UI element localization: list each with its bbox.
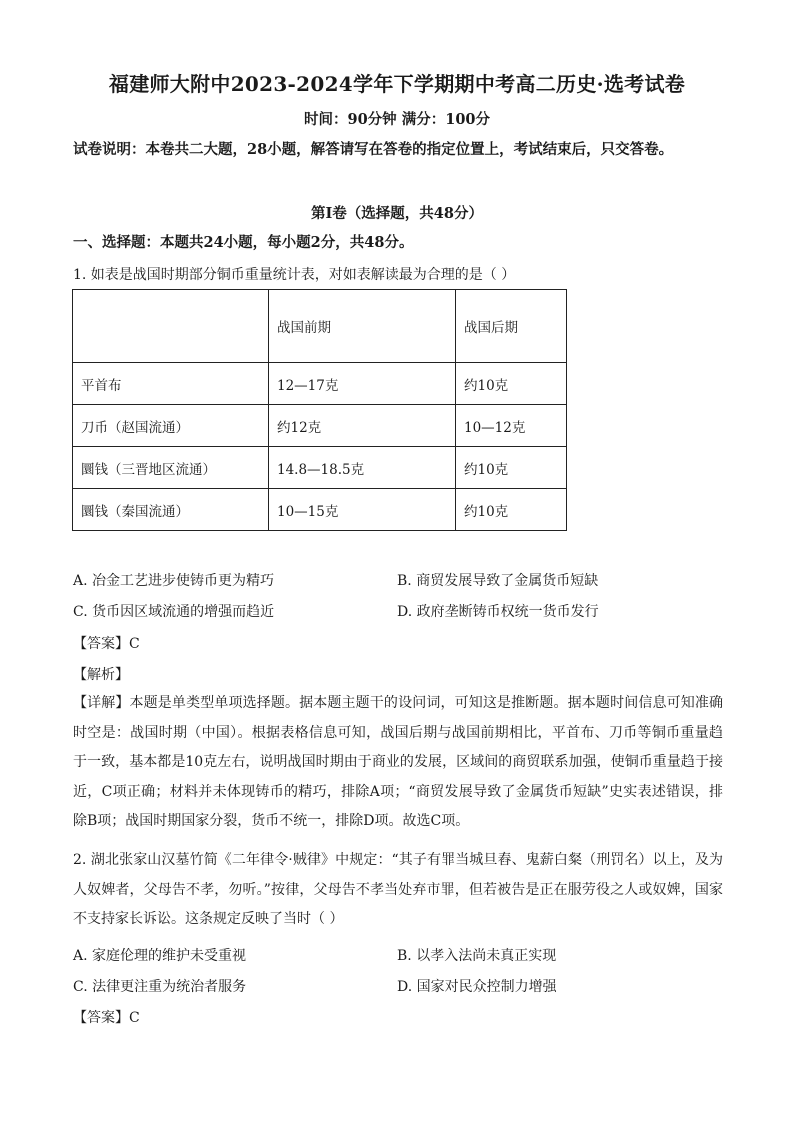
q2-answer: 【答案】C bbox=[73, 1010, 140, 1026]
copper-coin-table bbox=[72, 289, 567, 531]
table-cell: 10—12克 bbox=[456, 405, 567, 447]
table-header-cell: 战国前期 bbox=[269, 290, 456, 363]
table-cell: 圜钱（秦国流通） bbox=[73, 489, 269, 531]
q2-option-b: B. 以孝入法尚未真正实现 bbox=[397, 948, 557, 964]
table-row bbox=[73, 447, 567, 489]
table-row bbox=[73, 405, 567, 447]
table-cell: 约10克 bbox=[456, 489, 567, 531]
part-heading: 一、选择题：本题共24小题，每小题2分，共48分。 bbox=[73, 234, 414, 251]
exam-time-info: 时间：90分钟 满分：100分 bbox=[304, 111, 490, 128]
table-cell: 14.8—18.5克 bbox=[269, 447, 456, 489]
q1-detail: 【详解】本题是单类型单项选择题。据本题主题干的设问词，可知这是推断题。据本题时间信息可知准确时空是：战国时期（中国）。根据表格信息可知，战国后期与战国前期相比，平首布、刀币等铜币重量趋于一致，基本都是10克左右，说明战国时期由于商业的发展，区域间的商贸联系加强，使铜币重量趋于接近，C项正确；材料并未体现铸币的精巧，排除A项；“商贸发展导致了金属货币短缺”史实表述错误，排除B项；战国时期国家分裂，货币不统一，排除D项。故选C项。 bbox=[73, 695, 723, 829]
table-cell: 平首布 bbox=[73, 363, 269, 405]
table-cell: 12—17克 bbox=[269, 363, 456, 405]
table-cell: 10—15克 bbox=[269, 489, 456, 531]
table-cell: 约12克 bbox=[269, 405, 456, 447]
instructions: 试卷说明：本卷共二大题，28小题，解答请写在答卷的指定位置上，考试结束后，只交答卷。 bbox=[73, 141, 674, 158]
q1-option-d: D. 政府垄断铸币权统一货币发行 bbox=[397, 604, 599, 620]
q1-option-a: A. 冶金工艺进步使铸币更为精巧 bbox=[73, 573, 275, 589]
table-header-cell: 战国后期 bbox=[456, 290, 567, 363]
section-title: 第Ⅰ卷（选择题，共48分） bbox=[311, 205, 483, 222]
table-cell: 约10克 bbox=[456, 447, 567, 489]
q1-stem: 1. 如表是战国时期部分铜币重量统计表，对如表解读最为合理的是（ ） bbox=[73, 267, 516, 283]
q2-option-a: A. 家庭伦理的维护未受重视 bbox=[73, 948, 247, 964]
q1-analysis-label: 【解析】 bbox=[73, 667, 129, 683]
table-header-cell bbox=[73, 290, 269, 363]
table-row bbox=[73, 363, 567, 405]
table-row bbox=[73, 489, 567, 531]
q1-option-c: C. 货币因区域流通的增强而趋近 bbox=[73, 604, 275, 620]
table-cell: 约10克 bbox=[456, 363, 567, 405]
q2-option-c: C. 法律更注重为统治者服务 bbox=[73, 979, 247, 995]
q2-option-d: D. 国家对民众控制力增强 bbox=[397, 979, 557, 995]
exam-title: 福建师大附中2023-2024学年下学期期中考高二历史·选考试卷 bbox=[108, 72, 686, 96]
table-cell: 圜钱（三晋地区流通） bbox=[73, 447, 269, 489]
table-cell: 刀币（赵国流通） bbox=[73, 405, 269, 447]
q1-option-b: B. 商贸发展导致了金属货币短缺 bbox=[397, 573, 599, 589]
q1-answer: 【答案】C bbox=[73, 636, 140, 652]
q2-stem: 2. 湖北张家山汉墓竹简《二年律令·贼律》中规定：“其子有罪当城旦舂、鬼薪白粲（刑罚名）以上，及为人奴婢者，父母告不孝，勿听。”按律，父母告不孝当处弃市罪，但若被告是正在服劳役之人或奴婢，国家不支持家长诉讼。这条规定反映了当时（ ） bbox=[73, 852, 723, 927]
